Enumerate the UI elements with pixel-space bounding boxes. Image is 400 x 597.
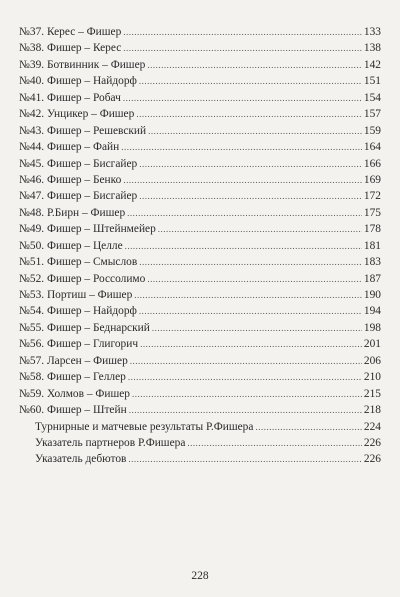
page-number: 228: [191, 570, 209, 582]
toc-entry-page: 151: [363, 75, 381, 88]
toc-appendix-entry: [19, 451, 381, 467]
toc-entry-title: №59. Холмов – Фишер: [19, 387, 130, 400]
toc-entry: [19, 24, 381, 40]
toc-entry: [19, 254, 381, 270]
toc-entry-title: №43. Фишер – Решевский: [19, 124, 147, 137]
toc-entry: [19, 303, 381, 319]
toc-entry-page: 187: [363, 272, 381, 285]
toc-entry-page: 201: [363, 338, 381, 351]
toc-entry-title: Турнирные и матчевые результаты Р.Фишера: [35, 420, 254, 433]
toc-dot-leader: [140, 336, 362, 352]
toc-entry: [19, 73, 381, 89]
toc-appendix-entry: [19, 435, 381, 451]
toc-entry-title: №57. Ларсен – Фишер: [19, 354, 128, 367]
toc-entry-page: 133: [363, 26, 381, 38]
toc-entry-page: 226: [363, 453, 381, 466]
toc-entry-page: 164: [363, 141, 381, 154]
toc-dot-leader: [123, 90, 362, 106]
toc-entry: [19, 369, 381, 385]
toc-entry: [19, 320, 381, 336]
toc-entry-page: 194: [363, 305, 381, 318]
toc-entry-page: 215: [363, 387, 381, 400]
toc-dot-leader: [136, 106, 362, 122]
toc-dot-leader: [123, 24, 362, 40]
toc-entry-page: 206: [363, 354, 381, 367]
toc-entry-page: 159: [363, 124, 381, 137]
toc-entry: [19, 172, 381, 188]
toc-entry-title: №60. Фишер – Штейн: [19, 404, 127, 417]
toc-entry-title: №42. Унцикер – Фишер: [19, 108, 135, 121]
toc-entry-page: 138: [363, 42, 381, 55]
toc-entry: [19, 156, 381, 172]
toc-entry-page: 142: [363, 58, 381, 71]
toc-entry: [19, 40, 381, 56]
toc-entry: [19, 106, 381, 122]
toc-entry: [19, 188, 381, 204]
toc-entry-title: №38. Фишер – Керес: [19, 42, 122, 55]
toc-entry-title: №47. Фишер – Бисгайер: [19, 190, 138, 203]
toc-dot-leader: [139, 156, 362, 172]
toc-dot-leader: [121, 139, 362, 155]
toc-entry-title: №51. Фишер – Смыслов: [19, 256, 138, 269]
toc-entry-title: №48. Р.Бирн – Фишер: [19, 206, 126, 219]
toc-dot-leader: [139, 254, 362, 270]
toc-entry: [19, 139, 381, 155]
toc-entry-title: №39. Ботвинник – Фишер: [19, 58, 146, 71]
toc-entry: [19, 238, 381, 254]
toc-dot-leader: [132, 386, 362, 402]
toc-entry-page: 183: [363, 256, 381, 269]
toc-entry-title: №45. Фишер – Бисгайер: [19, 157, 138, 170]
toc-dot-leader: [147, 271, 362, 287]
toc-entry-title: Указатель дебютов: [35, 453, 127, 466]
toc-entry-page: 169: [363, 173, 381, 186]
toc-entry-title: №49. Фишер – Штейнмейер: [19, 223, 156, 236]
toc-dot-leader: [123, 40, 362, 56]
toc-dot-leader: [129, 402, 362, 418]
toc-entry-title: №56. Фишер – Глигорич: [19, 338, 139, 351]
toc-entry-page: 218: [363, 404, 381, 417]
toc-dot-leader: [139, 303, 362, 319]
toc-entry-page: 226: [363, 436, 381, 449]
toc-entry-page: 181: [363, 239, 381, 252]
toc-dot-leader: [148, 123, 362, 139]
toc-entry-title: №54. Фишер – Найдорф: [19, 305, 137, 318]
toc-entry-title: №52. Фишер – Россолимо: [19, 272, 146, 285]
toc-entry-title: №50. Фишер – Целле: [19, 239, 123, 252]
toc-dot-leader: [130, 353, 362, 369]
toc-entry: [19, 57, 381, 73]
toc-entry-title: №40. Фишер – Найдорф: [19, 75, 137, 88]
toc-entry-title: №53. Портиш – Фишер: [19, 289, 133, 301]
toc-dot-leader: [255, 419, 361, 435]
toc-entry-page: 210: [363, 371, 381, 384]
toc-entry-page: 157: [363, 108, 381, 121]
toc-entry-title: №41. Фишер – Робач: [19, 91, 121, 104]
toc-entry-title: №37. Керес – Фишер: [19, 26, 122, 38]
toc-dot-leader: [152, 320, 362, 336]
toc-entry-title: №44. Фишер – Файн: [19, 141, 120, 154]
toc-appendix-entry: [19, 419, 381, 435]
toc-entry: [19, 386, 381, 402]
toc-entry: [19, 402, 381, 418]
toc-dot-leader: [128, 451, 361, 467]
toc-dot-leader: [139, 73, 362, 89]
toc-entry-page: 190: [363, 289, 381, 301]
toc-entry: [19, 205, 381, 221]
toc-dot-leader: [128, 369, 362, 385]
toc-entry: [19, 336, 381, 352]
toc-dot-leader: [125, 238, 362, 254]
toc-dot-leader: [123, 172, 362, 188]
toc-entry-page: 175: [363, 206, 381, 219]
toc-entry: [19, 271, 381, 287]
toc-dot-leader: [127, 205, 362, 221]
toc-dot-leader: [187, 435, 362, 451]
toc-entry: [19, 90, 381, 106]
toc-entry: [19, 123, 381, 139]
toc-entry-page: 224: [363, 420, 381, 433]
toc-entry-title: №55. Фишер – Беднарский: [19, 321, 150, 334]
toc-entry-page: 178: [363, 223, 381, 236]
table-of-contents: [19, 24, 381, 468]
toc-dot-leader: [147, 57, 362, 73]
toc-entry: [19, 287, 381, 303]
toc-entry-page: 198: [363, 321, 381, 334]
toc-entry-page: 172: [363, 190, 381, 203]
toc-entry-title: №46. Фишер – Бенко: [19, 173, 122, 186]
toc-entry-title: №58. Фишер – Геллер: [19, 371, 126, 384]
toc-entry: [19, 353, 381, 369]
toc-entry-title: Указатель партнеров Р.Фишера: [35, 436, 186, 449]
toc-dot-leader: [139, 188, 362, 204]
toc-dot-leader: [134, 287, 362, 303]
toc-entry-page: 166: [363, 157, 381, 170]
toc-entry: [19, 221, 381, 237]
toc-entry-page: 154: [363, 91, 381, 104]
toc-dot-leader: [158, 221, 362, 237]
